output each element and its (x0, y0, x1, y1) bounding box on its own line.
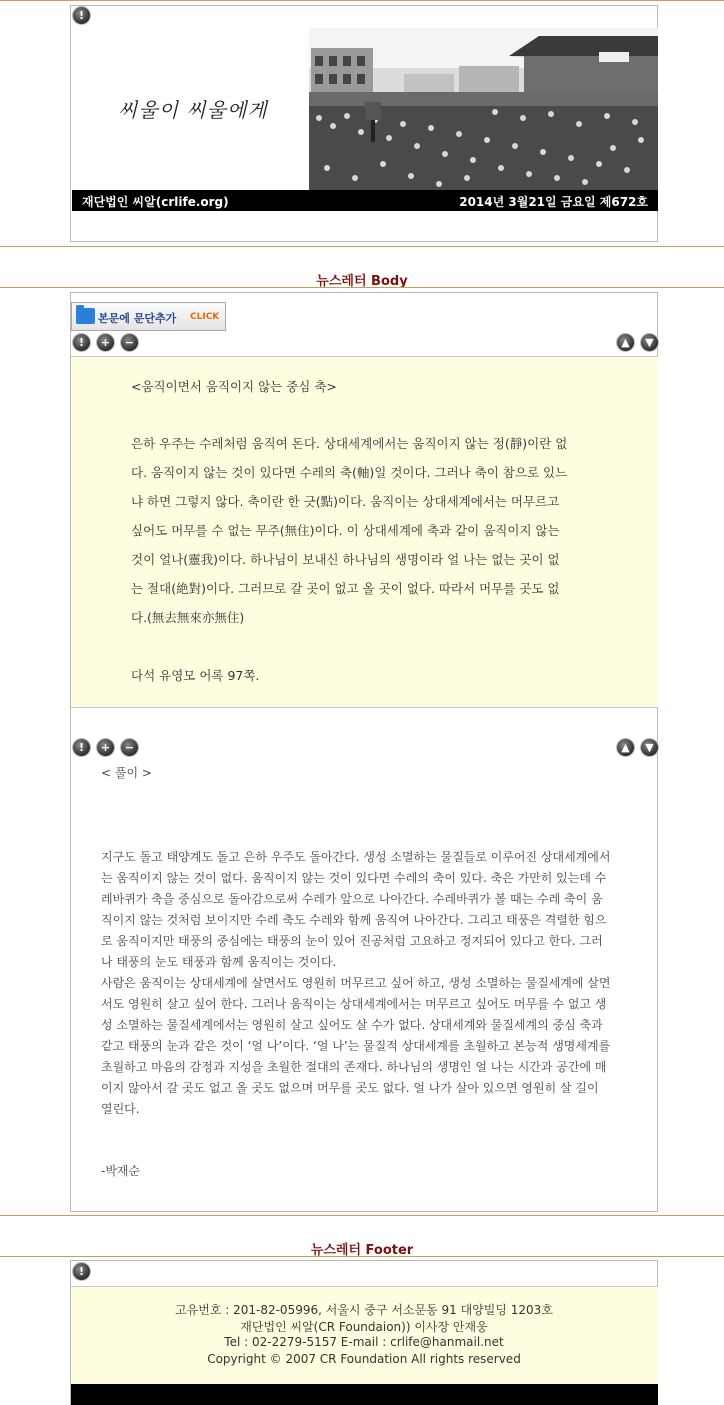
paragraph-2-author: -박재순 (101, 1164, 141, 1178)
arrow-up-icon[interactable]: ▲ (617, 739, 634, 756)
folder-icon (76, 308, 95, 324)
rule (0, 246, 724, 247)
minus-icon[interactable]: − (121, 739, 138, 756)
top-rule (0, 0, 724, 1)
paragraph-2-line: 이지 않아서 갈 곳도 없고 올 곳도 없으며 머무를 곳도 없다. 얼 나가 살아 있으면 영원히 살 길이 (101, 1081, 599, 1095)
footer-chairman: 재단법인 씨알(CR Foundaion)) 이사장 안재웅 (240, 1320, 488, 1334)
header-info-bar (72, 190, 658, 211)
exclamation-icon[interactable]: ! (73, 7, 90, 24)
footer-contact: Tel : 02-2279-5157 E-mail : crlife@hanmail.net (224, 1335, 504, 1349)
paragraph-2-line: 지구도 돌고 태양계도 돌고 은하 우주도 돌아간다. 생성 소멸하는 물질들로 이루어진 상대세계에서 (101, 850, 611, 864)
paragraph-2-line: 레바퀴가 축을 중심으로 돌아감으로써 수레가 앞으로 나아간다. 수레바퀴가 볼 때는 수레 축이 움 (101, 892, 603, 906)
footer-copyright: Copyright © 2007 CR Foundation All rights reserved (207, 1352, 521, 1366)
plus-icon[interactable]: + (97, 739, 114, 756)
paragraph-1-source: 다석 유영모 어록 97쪽. (131, 668, 260, 683)
paragraph-1-line: 다. 움직이지 않는 것이 있다면 수레의 축(軸)일 것이다. 그러나 축이 참으로 있느 (131, 465, 568, 480)
exclamation-icon[interactable]: ! (73, 334, 90, 351)
click-label: CLICK (190, 312, 220, 322)
rule (0, 1256, 724, 1257)
exclamation-icon[interactable]: ! (73, 1263, 90, 1280)
paragraph-2-heading: < 풀이 > (101, 766, 152, 780)
arrow-down-icon[interactable]: ▼ (641, 334, 658, 351)
arrow-down-icon[interactable]: ▼ (641, 739, 658, 756)
historic-crowd-photo (309, 28, 658, 190)
paragraph-2-line: 초월하고 마음의 감정과 지성을 초월한 절대의 존재다. 하나님의 생명인 얼 나는 시간과 공간에 매 (101, 1060, 607, 1074)
rule (0, 287, 724, 288)
crowd-photo-graphic (309, 28, 658, 190)
paragraph-1-heading: <움직이면서 움직이지 않는 중심 축> (131, 379, 337, 394)
footer-black-bar (71, 1384, 658, 1405)
paragraph-1-line: 냐 하면 그렇지 않다. 축이란 한 긋(點)이다. 움직이는 상대세계에서는 머무르고 (131, 494, 560, 509)
paragraph-2-line: 는 움직이지 않는 것이 없다. 움직이지 않는 것이 있다면 수레의 축이 있다. 축은 가만히 있는데 수 (101, 871, 607, 885)
paragraph-2-line: 로 움직이지만 태풍의 중심에는 태풍의 눈이 있어 진공처럼 고요하고 정지되어 있다고 한다. 그러 (101, 934, 603, 948)
minus-icon[interactable]: − (121, 334, 138, 351)
paragraph-1-line: 다.(無去無來亦無住) (131, 610, 245, 625)
plus-icon[interactable]: + (97, 334, 114, 351)
body-section-label: 뉴스레터 Body (316, 274, 408, 289)
newsletter-title: 씨울이 씨울에게 (118, 98, 268, 122)
paragraph-1-line: 것이 얼나(靈我)이다. 하나님이 보내신 하나님의 생명이라 얼 나는 없는 곳이 없 (131, 552, 560, 567)
paragraph-2-line: 열린다. (101, 1102, 140, 1116)
paragraph-2-line: 서도 영원히 살고 싶어 한다. 그러나 움직이는 상대세계에서는 머무르고 싶어도 머무를 수 없고 생 (101, 997, 607, 1011)
paragraph-2-line: 나 태풍의 눈도 태풍과 함께 움직이는 것이다. (101, 955, 337, 969)
org-name: 재단법인 씨알(crlife.org) (82, 195, 229, 209)
issue-date: 2014년 3월21일 금요일 제672호 (459, 195, 648, 209)
rule (0, 1215, 724, 1216)
paragraph-2-line: 사람은 움직이는 상대세계에 살면서도 영원히 머무르고 싶어 하고, 생성 소멸하는 물질세계에 살면 (101, 976, 611, 990)
paragraph-2-line: 같고 태풍의 눈과 같은 것이 ‘얼 나’이다. ‘얼 나’는 물질적 상대세계를 초월하고 본능적 생명세계를 (101, 1039, 611, 1053)
footer-registration: 고유번호 : 201-82-05996, 서울시 중구 서소문동 91 대양빌딩 1203호 (175, 1303, 553, 1317)
paragraph-1-line: 싶어도 머무를 수 없는 무주(無住)이다. 이 상대세계에 축과 같이 움직이지 않는 (131, 523, 560, 538)
arrow-up-icon[interactable]: ▲ (617, 334, 634, 351)
paragraph-2-line: 직이지 않는 것처럼 보이지만 수레 축도 수레와 함께 움직여 나아간다. 그리고 태풍은 격렬한 힘으 (101, 913, 607, 927)
exclamation-icon[interactable]: ! (73, 739, 90, 756)
footer-section-label: 뉴스레터 Footer (310, 1243, 414, 1258)
paragraph-1-line: 은하 우주는 수레처럼 움직여 돈다. 상대세계에서는 움직이지 않는 정(靜)이란 없 (131, 436, 568, 451)
add-paragraph-label: 본문에 문단추가 (98, 312, 177, 325)
paragraph-2-line: 성 소멸하는 물질세계에서는 영원히 살고 싶어도 살 수가 없다. 상대세계와 물질세계의 중심 축과 (101, 1018, 603, 1032)
paragraph-1-line: 는 절대(絶對)이다. 그러므로 갈 곳이 없고 올 곳이 없다. 따라서 머무를 곳도 없 (131, 581, 560, 596)
add-paragraph-button[interactable] (71, 302, 226, 331)
